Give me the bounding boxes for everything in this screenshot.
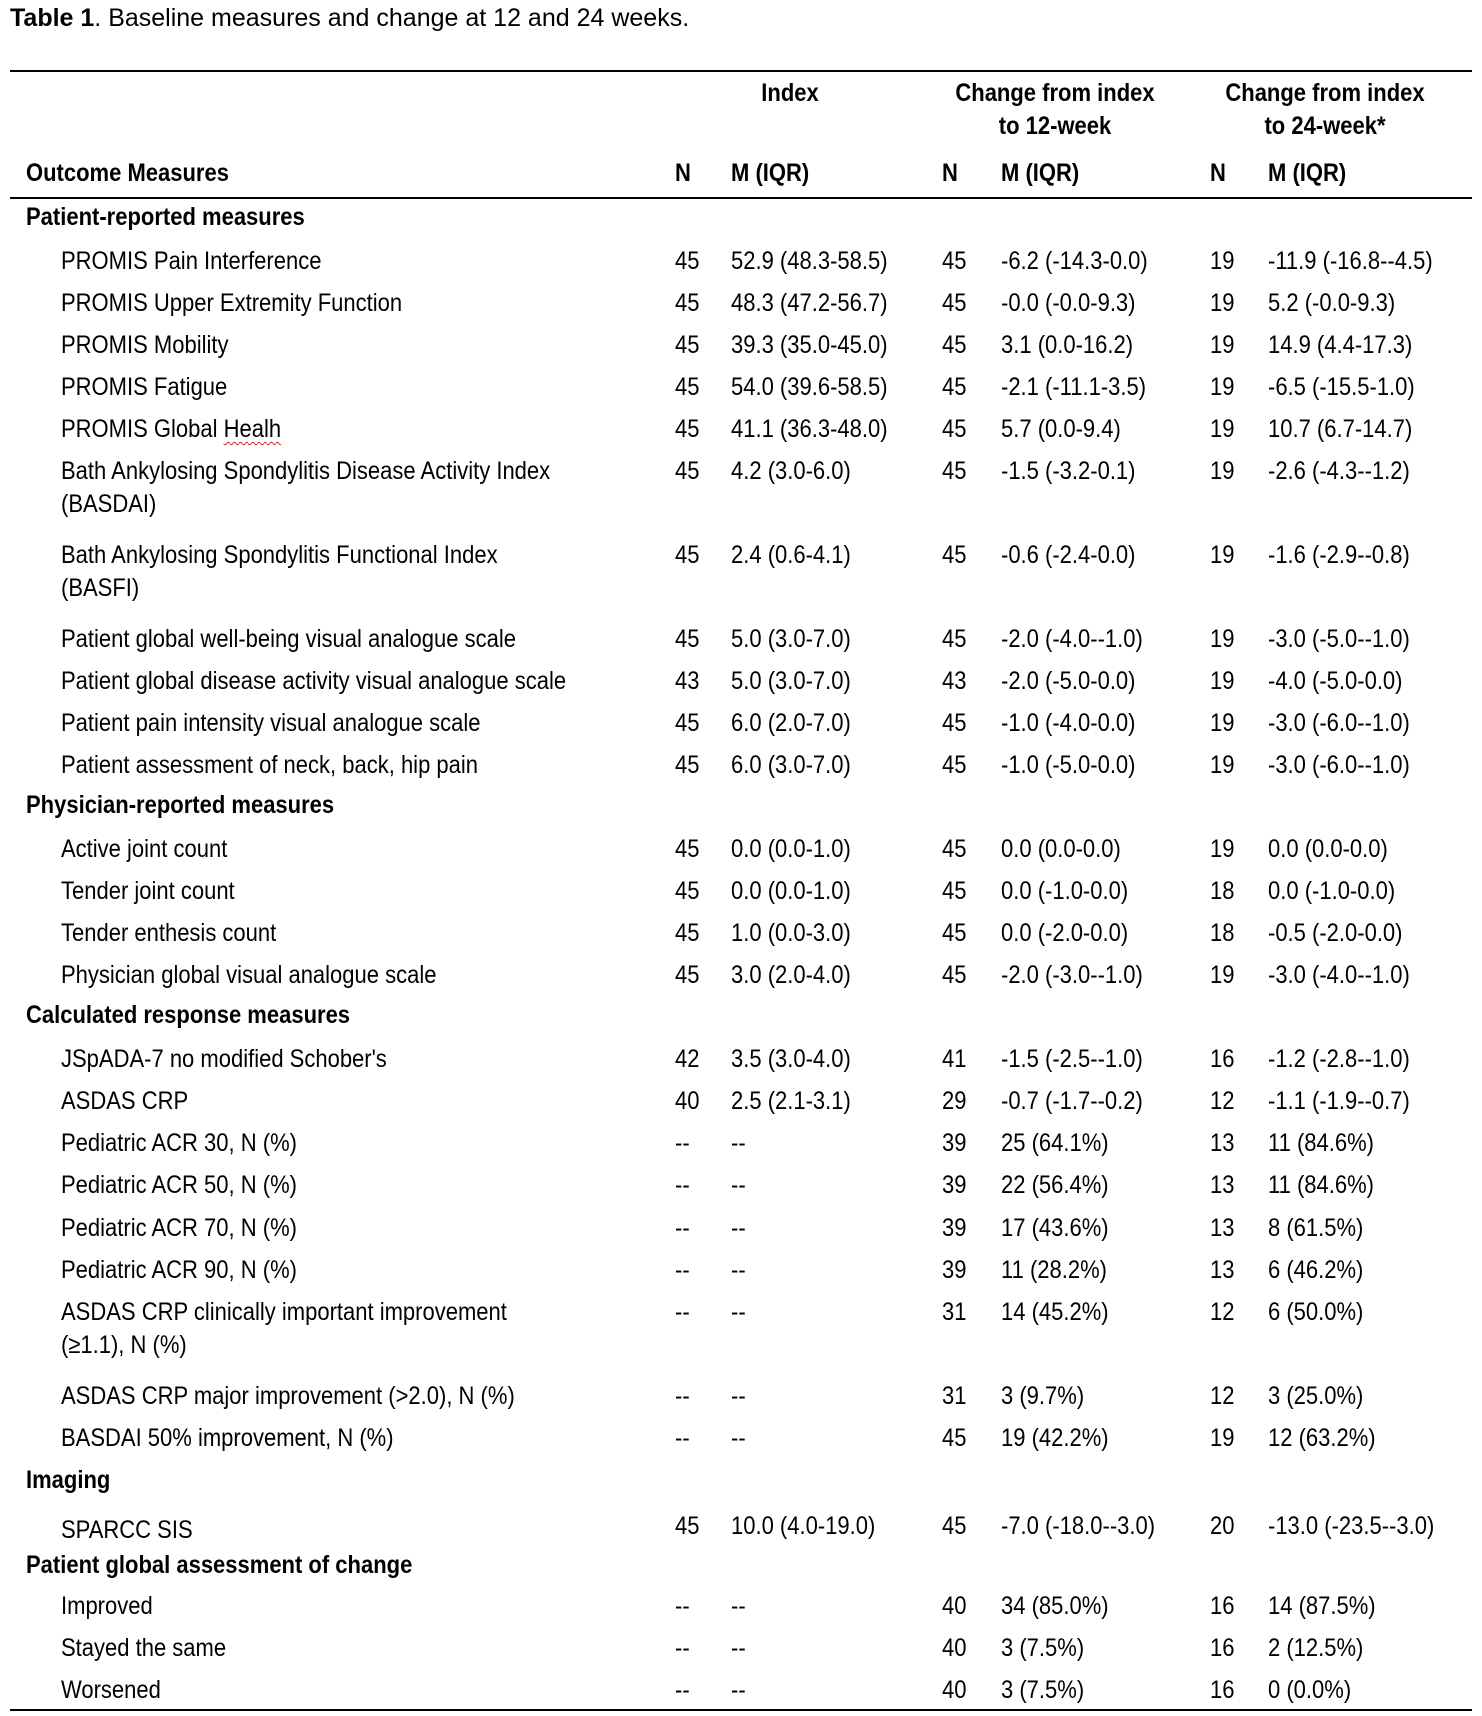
cell-text: -- xyxy=(731,1298,746,1326)
header-group-index: Index xyxy=(761,79,819,107)
cell-text: -- xyxy=(675,1256,690,1284)
cell-text: 41.1 (36.3-48.0) xyxy=(731,415,888,443)
cell-text: 14 (45.2%) xyxy=(1001,1298,1109,1326)
cell-text: -- xyxy=(731,1256,746,1284)
cell-text: 12 xyxy=(1210,1298,1235,1326)
cell-text: 0.0 (0.0-1.0) xyxy=(731,835,851,863)
cell-text: 6.0 (3.0-7.0) xyxy=(731,751,851,779)
cell-text: -7.0 (-18.0--3.0) xyxy=(1001,1512,1156,1540)
cell-text: -2.0 (-5.0-0.0) xyxy=(1001,667,1136,695)
section-calculated-response: Calculated response measures xyxy=(26,1001,351,1029)
cell-text: 11 (84.6%) xyxy=(1268,1129,1374,1157)
cell-text: -0.5 (-2.0-0.0) xyxy=(1268,919,1403,947)
cell-text: 19 xyxy=(1210,541,1235,569)
cell-text: 45 xyxy=(942,373,967,401)
cell-text: 5.0 (3.0-7.0) xyxy=(731,625,851,653)
cell-text: 5.0 (3.0-7.0) xyxy=(731,667,851,695)
cell-text: 13 xyxy=(1210,1256,1235,1284)
cell-text: 2.5 (2.1-3.1) xyxy=(731,1087,851,1115)
cell-text: 52.9 (48.3-58.5) xyxy=(731,247,888,275)
spellcheck-underline: Healh xyxy=(223,415,282,443)
cell-text: 39 xyxy=(942,1256,967,1284)
cell-text: 45 xyxy=(675,625,700,653)
cell-text: -0.0 (-0.0-9.3) xyxy=(1001,289,1136,317)
cell-text: 5.2 (-0.0-9.3) xyxy=(1268,289,1396,317)
cell-text: 19 xyxy=(1210,667,1235,695)
bottom-rule xyxy=(10,1709,1472,1711)
cell-text: -1.5 (-2.5--1.0) xyxy=(1001,1045,1143,1073)
cell-text: 34 (85.0%) xyxy=(1001,1592,1109,1620)
cell-text: PROMIS Upper Extremity Function xyxy=(61,289,403,317)
cell-text: -6.5 (-15.5-1.0) xyxy=(1268,373,1415,401)
cell-text: PROMIS Pain Interference xyxy=(61,247,322,275)
cell-text: 45 xyxy=(942,457,967,485)
cell-text: (BASDAI) xyxy=(61,490,157,518)
cell-text: (≥1.1), N (%) xyxy=(61,1331,187,1359)
cell-text: -- xyxy=(731,1171,746,1199)
cell-text: -2.6 (-4.3--1.2) xyxy=(1268,457,1410,485)
cell-text: 40 xyxy=(942,1592,967,1620)
top-rule xyxy=(10,70,1472,72)
section-imaging: Imaging xyxy=(26,1466,111,1494)
cell-text: 18 xyxy=(1210,877,1235,905)
section-physician-reported: Physician-reported measures xyxy=(26,791,335,819)
cell-text: 19 xyxy=(1210,751,1235,779)
cell-text: -0.6 (-2.4-0.0) xyxy=(1001,541,1136,569)
cell-text: -1.6 (-2.9--0.8) xyxy=(1268,541,1410,569)
cell-text: 45 xyxy=(675,1512,700,1540)
cell-text: 41 xyxy=(942,1045,967,1073)
cell-text: -1.1 (-1.9--0.7) xyxy=(1268,1087,1410,1115)
cell-text: 39.3 (35.0-45.0) xyxy=(731,331,888,359)
cell-text: -3.0 (-6.0--1.0) xyxy=(1268,751,1410,779)
cell-text: -2.0 (-4.0--1.0) xyxy=(1001,625,1143,653)
cell-text: 54.0 (39.6-58.5) xyxy=(731,373,888,401)
cell-text: 45 xyxy=(942,625,967,653)
cell-text: Active joint count xyxy=(61,835,228,863)
section-patient-global-assessment: Patient global assessment of change xyxy=(26,1551,413,1579)
col-header-miqr-index: M (IQR) xyxy=(731,159,810,187)
cell-text: 16 xyxy=(1210,1676,1235,1704)
cell-text: 45 xyxy=(675,373,700,401)
cell-text xyxy=(61,413,281,445)
cell-text: 20 xyxy=(1210,1512,1235,1540)
col-header-n-index: N xyxy=(675,159,691,187)
cell-text: ASDAS CRP major improvement (>2.0), N (%) xyxy=(61,1382,515,1410)
cell-text: 6 (46.2%) xyxy=(1268,1256,1364,1284)
cell-text: Improved xyxy=(61,1592,153,1620)
cell-text: 45 xyxy=(675,709,700,737)
cell-text: -- xyxy=(731,1634,746,1662)
cell-text: 3.5 (3.0-4.0) xyxy=(731,1045,851,1073)
cell-text: -- xyxy=(731,1129,746,1157)
cell-text: 42 xyxy=(675,1045,700,1073)
cell-text: 31 xyxy=(942,1298,967,1326)
cell-text: 2 (12.5%) xyxy=(1268,1634,1364,1662)
cell-text: -1.2 (-2.8--1.0) xyxy=(1268,1045,1410,1073)
cell-text: -13.0 (-23.5--3.0) xyxy=(1268,1512,1435,1540)
cell-text: -- xyxy=(675,1382,690,1410)
cell-text: 19 xyxy=(1210,457,1235,485)
cell-text: 18 xyxy=(1210,919,1235,947)
cell-text: 39 xyxy=(942,1171,967,1199)
cell-text: -- xyxy=(731,1214,746,1242)
cell-text: 45 xyxy=(942,331,967,359)
col-header-outcome: Outcome Measures xyxy=(26,159,229,187)
cell-text: -6.2 (-14.3-0.0) xyxy=(1001,247,1148,275)
cell-text: 19 xyxy=(1210,709,1235,737)
table-caption-text: . Baseline measures and change at 12 and 24 weeks. xyxy=(94,4,690,32)
cell-text: -- xyxy=(675,1214,690,1242)
cell-text: to 24-week* xyxy=(1264,112,1386,140)
cell-text: 19 (42.2%) xyxy=(1001,1424,1109,1452)
cell-text: 19 xyxy=(1210,961,1235,989)
cell-text: 45 xyxy=(675,835,700,863)
header-group-12-week xyxy=(941,77,1170,143)
cell-text: SPARCC SIS xyxy=(61,1516,193,1544)
cell-text: -- xyxy=(675,1592,690,1620)
cell-text: 45 xyxy=(675,247,700,275)
cell-text: 13 xyxy=(1210,1171,1235,1199)
cell-text: 16 xyxy=(1210,1592,1235,1620)
cell-text: 45 xyxy=(675,415,700,443)
cell-text: 40 xyxy=(942,1634,967,1662)
cell-text: 19 xyxy=(1210,289,1235,317)
col-header-n-24: N xyxy=(1210,159,1226,187)
cell-text: Worsened xyxy=(61,1676,161,1704)
cell-text: to 12-week xyxy=(998,112,1112,140)
cell-text: Physician global visual analogue scale xyxy=(61,961,437,989)
cell-text: 3 (7.5%) xyxy=(1001,1676,1085,1704)
cell-text: -11.9 (-16.8--4.5) xyxy=(1268,247,1433,275)
header-group-24-week xyxy=(1211,77,1440,143)
cell-text: ASDAS CRP clinically important improvement xyxy=(61,1298,507,1326)
cell-text: 13 xyxy=(1210,1129,1235,1157)
cell-text: 0.0 (0.0-0.0) xyxy=(1001,835,1121,863)
cell-text: Pediatric ACR 90, N (%) xyxy=(61,1256,297,1284)
cell-text: -3.0 (-6.0--1.0) xyxy=(1268,709,1410,737)
cell-text: 45 xyxy=(942,289,967,317)
cell-text: 19 xyxy=(1210,1424,1235,1452)
cell-text: -- xyxy=(731,1676,746,1704)
cell-text: 43 xyxy=(675,667,700,695)
cell-text: Stayed the same xyxy=(61,1634,227,1662)
cell-text: 45 xyxy=(675,751,700,779)
cell-text: 45 xyxy=(675,961,700,989)
cell-text: Patient pain intensity visual analogue scale xyxy=(61,709,481,737)
cell-text: 40 xyxy=(675,1087,700,1115)
cell-text: 1.0 (0.0-3.0) xyxy=(731,919,851,947)
cell-text: 19 xyxy=(1210,625,1235,653)
cell-text: 45 xyxy=(675,457,700,485)
cell-text: 45 xyxy=(942,1512,967,1540)
cell-text: 6.0 (2.0-7.0) xyxy=(731,709,851,737)
cell-text: 13 xyxy=(1210,1214,1235,1242)
cell-text: 31 xyxy=(942,1382,967,1410)
cell-text: Patient global disease activity visual analogue scale xyxy=(61,667,567,695)
col-header-miqr-24: M (IQR) xyxy=(1268,159,1347,187)
cell-text: -- xyxy=(675,1298,690,1326)
cell-text: -2.0 (-3.0--1.0) xyxy=(1001,961,1143,989)
cell-text: (BASFI) xyxy=(61,574,140,602)
cell-text: Tender enthesis count xyxy=(61,919,277,947)
cell-text: 45 xyxy=(942,415,967,443)
cell-text: 45 xyxy=(942,835,967,863)
cell-text: Bath Ankylosing Spondylitis Disease Activity Index xyxy=(61,457,551,485)
cell-text: Tender joint count xyxy=(61,877,235,905)
cell-text: 19 xyxy=(1210,373,1235,401)
cell-text: -- xyxy=(731,1592,746,1620)
cell-text: 22 (56.4%) xyxy=(1001,1171,1109,1199)
cell-text: 11 (28.2%) xyxy=(1001,1256,1107,1284)
cell-text: 3 (7.5%) xyxy=(1001,1634,1085,1662)
cell-text: 3.0 (2.0-4.0) xyxy=(731,961,851,989)
cell-text: PROMIS Fatigue xyxy=(61,373,228,401)
cell-text: 17 (43.6%) xyxy=(1001,1214,1109,1242)
cell-text: 2.4 (0.6-4.1) xyxy=(731,541,851,569)
cell-text: 14.9 (4.4-17.3) xyxy=(1268,331,1413,359)
col-header-miqr-12: M (IQR) xyxy=(1001,159,1080,187)
cell-text: 0.0 (-1.0-0.0) xyxy=(1268,877,1396,905)
cell-text: 45 xyxy=(942,709,967,737)
cell-text: 10.7 (6.7-14.7) xyxy=(1268,415,1413,443)
cell-text: -1.0 (-4.0-0.0) xyxy=(1001,709,1136,737)
cell-text: 12 xyxy=(1210,1087,1235,1115)
cell-text: 0.0 (0.0-1.0) xyxy=(731,877,851,905)
header-rule xyxy=(10,197,1472,199)
cell-text: 16 xyxy=(1210,1045,1235,1073)
cell-text: 45 xyxy=(675,289,700,317)
cell-text: 19 xyxy=(1210,331,1235,359)
cell-text: 45 xyxy=(675,919,700,947)
cell-text: 45 xyxy=(942,541,967,569)
cell-text: Patient global well-being visual analogue scale xyxy=(61,625,516,653)
cell-text: 45 xyxy=(675,331,700,359)
cell-text: 40 xyxy=(942,1676,967,1704)
cell-text: 25 (64.1%) xyxy=(1001,1129,1109,1157)
cell-text: -- xyxy=(675,1171,690,1199)
cell-text: PROMIS Mobility xyxy=(61,331,229,359)
cell-text: 45 xyxy=(942,961,967,989)
cell-text: 29 xyxy=(942,1087,967,1115)
cell-text: 3 (25.0%) xyxy=(1268,1382,1364,1410)
cell-text: -1.0 (-5.0-0.0) xyxy=(1001,751,1136,779)
cell-text: 19 xyxy=(1210,247,1235,275)
cell-text: 45 xyxy=(942,877,967,905)
cell-text: Change from index xyxy=(1225,79,1425,107)
cell-text: 45 xyxy=(675,541,700,569)
cell-text: JSpADA-7 no modified Schober's xyxy=(61,1045,387,1073)
cell-text: 39 xyxy=(942,1214,967,1242)
cell-text: 48.3 (47.2-56.7) xyxy=(731,289,888,317)
cell-text: 39 xyxy=(942,1129,967,1157)
cell-text: -- xyxy=(675,1129,690,1157)
cell-text: 19 xyxy=(1210,835,1235,863)
cell-text: -- xyxy=(675,1424,690,1452)
col-header-n-12: N xyxy=(942,159,958,187)
cell-text: -- xyxy=(731,1424,746,1452)
cell-text: -- xyxy=(675,1676,690,1704)
cell-text: 10.0 (4.0-19.0) xyxy=(731,1512,876,1540)
cell-text: 8 (61.5%) xyxy=(1268,1214,1364,1242)
cell-text: BASDAI 50% improvement, N (%) xyxy=(61,1424,394,1452)
cell-text: -3.0 (-5.0--1.0) xyxy=(1268,625,1410,653)
cell-text: 6 (50.0%) xyxy=(1268,1298,1364,1326)
cell-text: -1.5 (-3.2-0.1) xyxy=(1001,457,1136,485)
cell-text: -- xyxy=(675,1634,690,1662)
cell-text: 43 xyxy=(942,667,967,695)
cell-text: 45 xyxy=(942,247,967,275)
cell-text: 45 xyxy=(675,877,700,905)
cell-text: PROMIS Global xyxy=(61,415,224,443)
cell-text: Patient assessment of neck, back, hip pain xyxy=(61,751,479,779)
cell-text: Pediatric ACR 50, N (%) xyxy=(61,1171,297,1199)
cell-text: -2.1 (-11.1-3.5) xyxy=(1001,373,1147,401)
cell-text: 16 xyxy=(1210,1634,1235,1662)
cell-text: 14 (87.5%) xyxy=(1268,1592,1376,1620)
cell-text: 5.7 (0.0-9.4) xyxy=(1001,415,1121,443)
cell-text: 11 (84.6%) xyxy=(1268,1171,1374,1199)
cell-text: 0 (0.0%) xyxy=(1268,1676,1352,1704)
cell-text: 3.1 (0.0-16.2) xyxy=(1001,331,1134,359)
cell-text: 19 xyxy=(1210,415,1235,443)
section-patient-reported: Patient-reported measures xyxy=(26,203,305,231)
cell-text: 45 xyxy=(942,751,967,779)
cell-text: 3 (9.7%) xyxy=(1001,1382,1085,1410)
cell-text: 4.2 (3.0-6.0) xyxy=(731,457,851,485)
cell-text: 45 xyxy=(942,919,967,947)
cell-text: -- xyxy=(731,1382,746,1410)
cell-text: -4.0 (-5.0-0.0) xyxy=(1268,667,1403,695)
cell-text: -0.7 (-1.7--0.2) xyxy=(1001,1087,1143,1115)
table-caption-label: Table 1 xyxy=(10,4,95,32)
cell-text: 0.0 (-1.0-0.0) xyxy=(1001,877,1129,905)
cell-text: 12 xyxy=(1210,1382,1235,1410)
cell-text: Bath Ankylosing Spondylitis Functional Index xyxy=(61,541,498,569)
cell-text: ASDAS CRP xyxy=(61,1087,189,1115)
cell-text: Pediatric ACR 30, N (%) xyxy=(61,1129,297,1157)
cell-text: Pediatric ACR 70, N (%) xyxy=(61,1214,297,1242)
cell-text: Change from index xyxy=(955,79,1155,107)
cell-text: 0.0 (-2.0-0.0) xyxy=(1001,919,1129,947)
cell-text: 45 xyxy=(942,1424,967,1452)
cell-text: 0.0 (0.0-0.0) xyxy=(1268,835,1388,863)
cell-text: -3.0 (-4.0--1.0) xyxy=(1268,961,1410,989)
cell-text: 12 (63.2%) xyxy=(1268,1424,1376,1452)
table-caption xyxy=(10,4,689,33)
